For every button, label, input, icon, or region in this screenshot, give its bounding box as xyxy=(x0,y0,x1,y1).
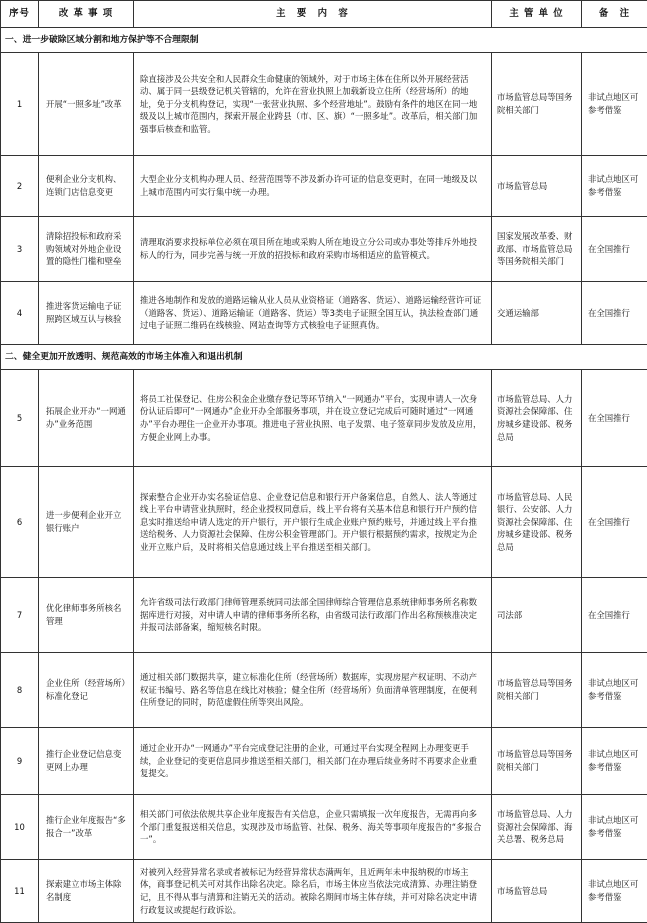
row-number: 6 xyxy=(1,467,39,578)
row-number: 10 xyxy=(1,795,39,860)
row-note: 在全国推行 xyxy=(582,467,647,578)
section-title: 一、进一步破除区域分割和地方保护等不合理限制 xyxy=(1,28,647,53)
row-dept: 市场监管总局、人民银行、公安部、人力资源社会保障部、住房城乡建设部、税务总局 xyxy=(492,467,582,578)
row-dept: 市场监管总局 xyxy=(492,860,582,923)
row-dept: 市场监管总局等国务院相关部门 xyxy=(492,728,582,795)
row-content: 通过企业开办“一网通办”平台完成登记注册的企业，可通过平台实现全程网上办理变更手续，企业登记的变更信息同步推送至相关部门，相关部门在办理后续业务时不再要求企业重复提交。 xyxy=(134,728,492,795)
header-content: 主 要 内 容 xyxy=(134,1,492,28)
row-content: 对被列入经营异常名录或者被标记为经营异常状态满两年，且近两年未申报纳税的市场主体，商事登记机关可对其作出除名决定。除名后，市场主体应当依法完成清算、办理注销登记，且不得从事与清算和注销无关的活动。被除名期间市场主体存续，并可对除名决定申请行政复议或提起行政诉讼。 xyxy=(134,860,492,923)
row-number: 7 xyxy=(1,578,39,653)
table-row xyxy=(1,728,647,795)
row-number: 8 xyxy=(1,653,39,728)
table-row xyxy=(1,860,647,923)
section-row xyxy=(1,345,647,370)
row-dept: 市场监管总局、人力资源社会保障部、住房城乡建设部、税务总局 xyxy=(492,370,582,467)
row-content: 相关部门可依法依规共享企业年度报告有关信息，企业只需填报一次年度报告，无需再向多个部门重复报送相关信息，实现涉及市场监管、社保、税务、海关等事项年度报告的“多报合一”。 xyxy=(134,795,492,860)
row-item: 清除招投标和政府采购领域对外地企业设置的隐性门槛和壁垒 xyxy=(39,217,134,282)
row-content: 清理取消要求投标单位必须在项目所在地或采购人所在地设立分公司或办事处等排斥外地投标人的行为，同步完善与统一开放的招投标和政府采购市场相适应的监管模式。 xyxy=(134,217,492,282)
row-content: 探索整合企业开办实名验证信息、企业登记信息和银行开户备案信息，自然人、法人等通过线上平台申请营业执照时，经企业授权同意后，线上平台将有关基本信息和银行开户预约信息实时推送给申请人选定的开户银行，开户银行生成企业账户预约账号，并通过线上平台推送给税务、人力资源社会保障、住房公积金管理部门。开户银行根据预约需求，按规定为企业开立账户后，及时将相关信息通过线上平台推送至相关部门。 xyxy=(134,467,492,578)
row-item: 推行企业年度报告“多报合一”改革 xyxy=(39,795,134,860)
row-number: 3 xyxy=(1,217,39,282)
row-number: 1 xyxy=(1,53,39,156)
row-item: 推进客货运输电子证照跨区域互认与核验 xyxy=(39,282,134,345)
row-number: 5 xyxy=(1,370,39,467)
table-row xyxy=(1,156,647,217)
row-content: 允许省级司法行政部门律师管理系统同司法部全国律师综合管理信息系统律师事务所名称数据库进行对接，对申请人申请的律师事务所名称，由省级司法行政部门作出名称预核准决定并报司法部备案，缩短核名时限。 xyxy=(134,578,492,653)
row-item: 拓展企业开办“一网通办”业务范围 xyxy=(39,370,134,467)
table-row xyxy=(1,53,647,156)
row-note: 非试点地区可参考借鉴 xyxy=(582,795,647,860)
row-dept: 市场监管总局 xyxy=(492,156,582,217)
section-row xyxy=(1,28,647,53)
header-item: 改 革 事 项 xyxy=(39,1,134,28)
row-note: 非试点地区可参考借鉴 xyxy=(582,860,647,923)
row-dept: 市场监管总局等国务院相关部门 xyxy=(492,653,582,728)
row-item: 优化律师事务所核名管理 xyxy=(39,578,134,653)
row-content: 通过相关部门数据共享，建立标准化住所（经营场所）数据库，实现房屋产权证明、不动产权证书编号、路名等信息在线比对核验；健全住所（经营场所）负面清单管理制度，在便利住所登记的同时，防范虚假住所等突出风险。 xyxy=(134,653,492,728)
header-dept: 主 管 单 位 xyxy=(492,1,582,28)
table-row xyxy=(1,578,647,653)
row-item: 探索建立市场主体除名制度 xyxy=(39,860,134,923)
row-number: 11 xyxy=(1,860,39,923)
row-note: 在全国推行 xyxy=(582,217,647,282)
row-note: 非试点地区可参考借鉴 xyxy=(582,53,647,156)
table-row xyxy=(1,653,647,728)
table-row xyxy=(1,282,647,345)
row-dept: 市场监管总局等国务院相关部门 xyxy=(492,53,582,156)
row-number: 2 xyxy=(1,156,39,217)
table-row xyxy=(1,217,647,282)
row-number: 4 xyxy=(1,282,39,345)
row-item: 企业住所（经营场所）标准化登记 xyxy=(39,653,134,728)
row-dept: 国家发展改革委、财政部、市场监管总局等国务院相关部门 xyxy=(492,217,582,282)
row-dept: 交通运输部 xyxy=(492,282,582,345)
row-note: 非试点地区可参考借鉴 xyxy=(582,728,647,795)
row-dept: 司法部 xyxy=(492,578,582,653)
row-dept: 市场监管总局、人力资源社会保障部、海关总署、税务总局 xyxy=(492,795,582,860)
row-note: 非试点地区可参考借鉴 xyxy=(582,156,647,217)
row-note: 在全国推行 xyxy=(582,578,647,653)
row-note: 在全国推行 xyxy=(582,282,647,345)
table-header-row xyxy=(1,1,647,28)
row-item: 推行企业登记信息变更网上办理 xyxy=(39,728,134,795)
row-item: 进一步便利企业开立银行账户 xyxy=(39,467,134,578)
table-row xyxy=(1,795,647,860)
header-note: 备 注 xyxy=(582,1,647,28)
row-item: 便利企业分支机构、连锁门店信息变更 xyxy=(39,156,134,217)
header-seq: 序号 xyxy=(1,1,39,28)
table-row xyxy=(1,370,647,467)
section-title: 二、健全更加开放透明、规范高效的市场主体准入和退出机制 xyxy=(1,345,647,370)
row-note: 非试点地区可参考借鉴 xyxy=(582,653,647,728)
table-row xyxy=(1,467,647,578)
row-content: 将员工社保登记、住房公积金企业缴存登记等环节纳入“一网通办”平台，实现申请人一次身份认证后即可“一网通办”企业开办全部服务事项，并在设立登记完成后可随时通过“一网通办”平台办理住一企业开办事项。推进电子营业执照、电子发票、电子签章同步发放及应用，方便企业网上办事。 xyxy=(134,370,492,467)
row-content: 除直接涉及公共安全和人民群众生命健康的领域外，对于市场主体在住所以外开展经营活动、属于同一县级登记机关管辖的，允许在营业执照上加载新设立住所（经营场所）的地址，免于分支机构登记，实现“一张营业执照、多个经营地址”。鼓励有条件的地区在同一地级及以上城市范围内，探索开展企业跨县（市、区、旗）“一照多址”。改革后，相关部门加强事后核查和监管。 xyxy=(134,53,492,156)
row-number: 9 xyxy=(1,728,39,795)
row-content: 推进各地制作和发放的道路运输从业人员从业资格证（道路客、货运）、道路运输经营许可证（道路客、货运）、道路运输证（道路客、货运）等3类电子证照全国互认，执法检查部门通过电子证照二维码在线核验、网站查询等方式核验电子证照真伪。 xyxy=(134,282,492,345)
row-content: 大型企业分支机构办理人员、经营范围等不涉及新办许可证的信息变更时，在同一地级及以上城市范围内可实行集中统一办理。 xyxy=(134,156,492,217)
row-note: 在全国推行 xyxy=(582,370,647,467)
row-item: 开展“一照多址”改革 xyxy=(39,53,134,156)
